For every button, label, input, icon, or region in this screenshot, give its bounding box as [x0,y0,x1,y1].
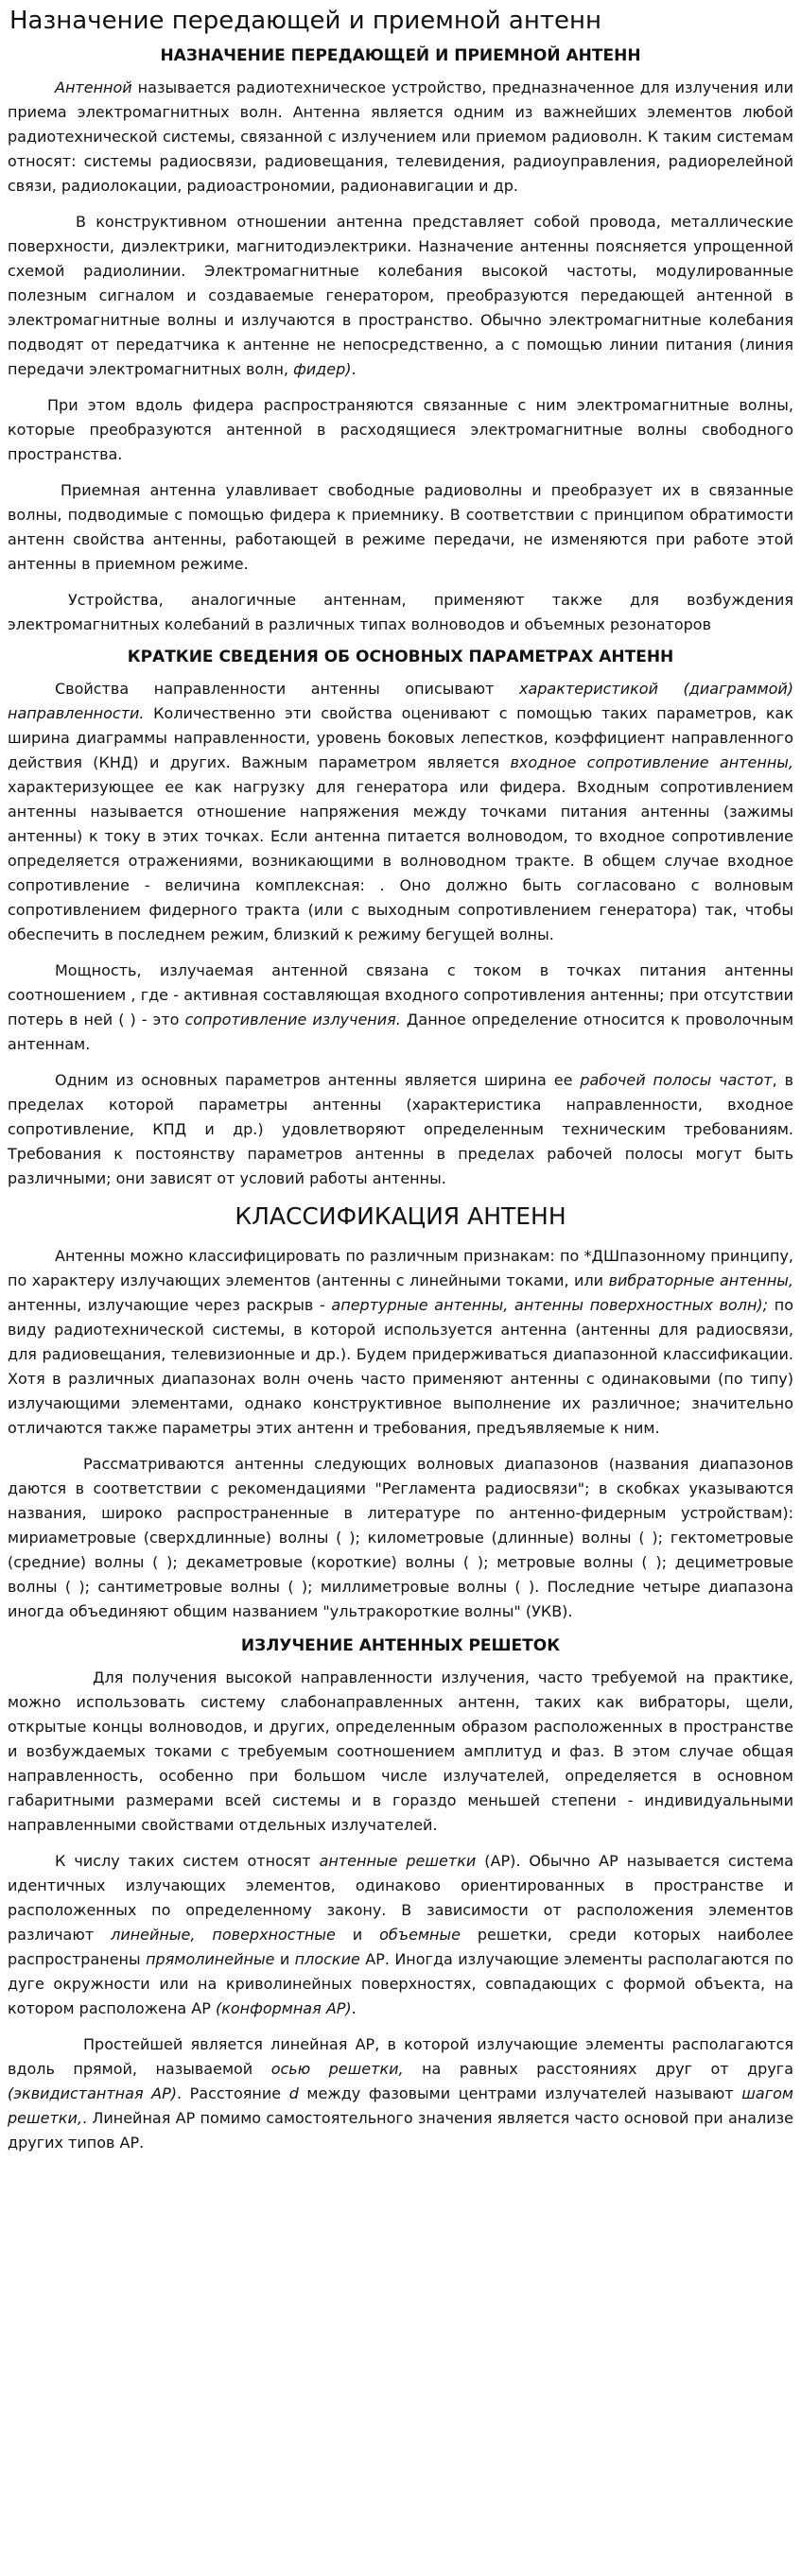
paragraph-linear-array: Простейшей является линейная АР, в которой излучающие элементы располагаются вдоль прямой, называемой осью решетки, на равных расстояниях друг от друга (эквидистантная АР). Расстояние d между фазовыми центрами излучателей называют шагом решетки,. Линейная АР помимо самостоятельного значения является часто основой при анализе других типов АР. [8,2035,794,2152]
paragraph-high-directivity: Для получения высокой направленности излучения, часто требуемой на практике, можно использовать систему слабонаправленных антенн, таких как вибраторы, щели, открытые концы волноводов, и других, определенным образом расположенных в пространстве и возбуждаемых токами с требуемым соотношением амплитуд и фаз. В этом случае общая направленность, особенно при большом числе излучателей, определяется в основном габаритными размерами всей системы и в гораздо меньшей степени - индивидуальными направленными свойствами отдельных излучателей. [8,1668,793,1834]
paragraph-construction: В конструктивном отношении антенна представляет собой провода, металлические поверхности, диэлектрики, магнитодиэлектрики. Назначение антенны поясняется упрощенной схемой радиолинии. Электромагнитные колебания высокой частоты, модулированные полезным сигналом и создаваемые генератором, преобразуются передающей антенной в электромагнитные волны и излучаются в пространство. Обычно электромагнитные колебания подводят от передатчика к антенне не непосредственно, а с помощью линии питания (линия передачи электромагнитных волн, фидер). [8,213,793,378]
italic-term: антенные решетки [319,1852,477,1870]
paragraph-antenna-definition: Антенной называется радиотехническое устройство, предназначенное для излучения или приема электромагнитных волн. Антенна является одним из важнейших элементов любой радиотехнической системы, связанной с излучением или приемом радиоволн. К таким системам относят: системы радиосвязи, радиовещания, телевидения, радиоуправления, радиорелейной связи, радиолокации, радиоастрономии, радионавигации и др. [8,78,793,195]
section-heading-arrays: ИЗЛУЧЕНИЕ АНТЕННЫХ РЕШЕТОК [240,1636,561,1655]
italic-term: объемные [379,1926,461,1944]
section-heading-parameters: КРАТКИЕ СВЕДЕНИЯ ОБ ОСНОВНЫХ ПАРАМЕТРАХ АНТЕНН [127,648,674,666]
section-heading-classification: КЛАССИФИКАЦИЯ АНТЕНН [235,1202,566,1230]
document-page [0,6,801,2155]
italic-term: входное сопротивление антенны, [510,753,794,771]
italic-term: (эквидистантная АР) [8,2084,177,2102]
paragraph-bandwidth: Одним из основных параметров антенны является ширина ее рабочей полосы частот, в пределах которой параметры антенны (характеристика направленности, входное сопротивление, КПД и др.) удовлетворяют определенным техническим требованиям. Требования к постоянству параметров антенны в пределах рабочей полосы могут быть различными; они зависят от условий работы антенны. [8,1071,793,1187]
italic-term: вибраторные антенны, [608,1271,794,1289]
italic-term: d [288,2084,299,2102]
italic-term: фидер) [293,360,352,378]
italic-term: характеристикой (диаграммой) направленности. [8,680,793,722]
paragraph-wave-ranges: Рассматриваются антенны следующих волновых диапазонов (названия диапазонов даются в соответствии с рекомендациями "Регламента радиосвязи"; в скобках указываются названия, широко распространенные в литературе по антенно-фидерным устройствам): мириаметровые (сверхдлинные) волны ( ); километровые (длинные) волны ( ); гектометровые (средние) волны ( ); декаметровые (короткие) волны ( ); метровые волны ( ); дециметровые волны ( ); сантиметровые волны ( ); миллиметровые волны ( ). Последние четыре диапазона иногда объединяют общим названием "ультракороткие волны" (УКВ). [8,1455,793,1620]
paragraph-radiated-power: Мощность, излучаемая антенной связана с током в точках питания антенны соотношением , где - активная составляющая входного сопротивления антенны; при отсутствии потерь в ней ( ) - это сопротивление излучения. Данное определение относится к проволочным антеннам. [8,961,794,1053]
italic-term: осью решетки, [270,2060,404,2078]
paragraph-receiving-antenna: Приемная антенна улавливает свободные радиоволны и преобразует их в связанные волны, подводимые с помощью фидера к приемнику. В соответствии с принципом обратимости антенн свойства антенны, работающей в режиме передачи, не изменяются при работе этой антенны в приемном режиме. [8,481,793,573]
italic-term: шагом решетки, [8,2084,793,2127]
italic-term: апертурные антенны, антенны поверхностных волн); [331,1296,769,1314]
italic-term: Антенной [55,78,132,96]
paragraph-antenna-arrays: К числу таких систем относят антенные решетки (АР). Обычно АР называется система идентичных излучающих элементов, одинаково ориентированных в пространстве и расположенных по определенному закону. В зависимости от расположения элементов различают линейные, поверхностные и объемные решетки, среди которых наиболее распространены прямолинейные и плоские АР. Иногда излучающие элементы располагаются по дуге окружности или на криволинейных поверхностях, совпадающих с формой объекта, на котором расположена АР (конформная АР). [8,1852,794,2017]
italic-term: сопротивление излучения. [184,1011,401,1029]
italic-term: линейные, поверхностные [111,1926,336,1944]
italic-term: рабочей полосы частот [580,1071,773,1089]
italic-term: прямолинейные [146,1950,275,1968]
paragraph-devices: Устройства, аналогичные антеннам, применяют также для возбуждения электромагнитных колебаний в различных типах волноводов и объемных резонаторов [8,591,793,633]
italic-term: плоские [294,1950,360,1968]
paragraph-feeder-waves: При этом вдоль фидера распространяются связанные с ним электромагнитные волны, которые преобразуются антенной в расходящиеся электромагнитные волны свободного пространства. [8,396,793,463]
section-heading-purpose: НАЗНАЧЕНИЕ ПЕРЕДАЮЩЕЙ И ПРИЕМНОЙ АНТЕНН [160,46,641,65]
page-title: Назначение передающей и приемной антенн [9,7,602,35]
paragraph-directivity: Свойства направленности антенны описывают характеристикой (диаграммой) направленности. Количественно эти свойства оценивают с помощью таких параметров, как ширина диаграммы направленности, уровень боковых лепестков, коэффициент направленного действия (КНД) и других. Важным параметром является входное сопротивление антенны, характеризующее ее как нагрузку для генератора или фидера. Входным сопротивлением антенны называется отношение напряжения между точками питания антенны (зажимы антенны) к току в этих точках. Если антенна питается волноводом, то входное сопротивление определяется отражениями, возникающими в волноводном тракте. В общем случае входное сопротивление - величина комплексная: . Оно должно быть согласовано с волновым сопротивлением фидерного тракта (или с выходным сопротивлением генератора) так, чтобы обеспечить в последнем режим, близкий к режиму бегущей волны. [8,680,794,943]
paragraph-classification: Антенны можно классифицировать по различным признакам: по *ДШпазонному принципу, по характеру излучающих элементов (антенны с линейными токами, или вибраторные антенны, антенны, излучающие через раскрыв - апертурные антенны, антенны поверхностных волн); по виду радиотехнической системы, в которой используется антенна (антенны для радиосвязи, для радиовещания, телевизионные и др.). Будем придерживаться диапазонной классификации. Хотя в различных диапазонах волн очень часто применяют антенны с одинаковыми (по типу) излучающими элементами, однако конструктивное выполнение их различное; значительно отличаются также параметры этих антенн и требования, предъявляемые к ним. [8,1247,794,1437]
italic-term: (конформная АР) [215,1999,352,2017]
